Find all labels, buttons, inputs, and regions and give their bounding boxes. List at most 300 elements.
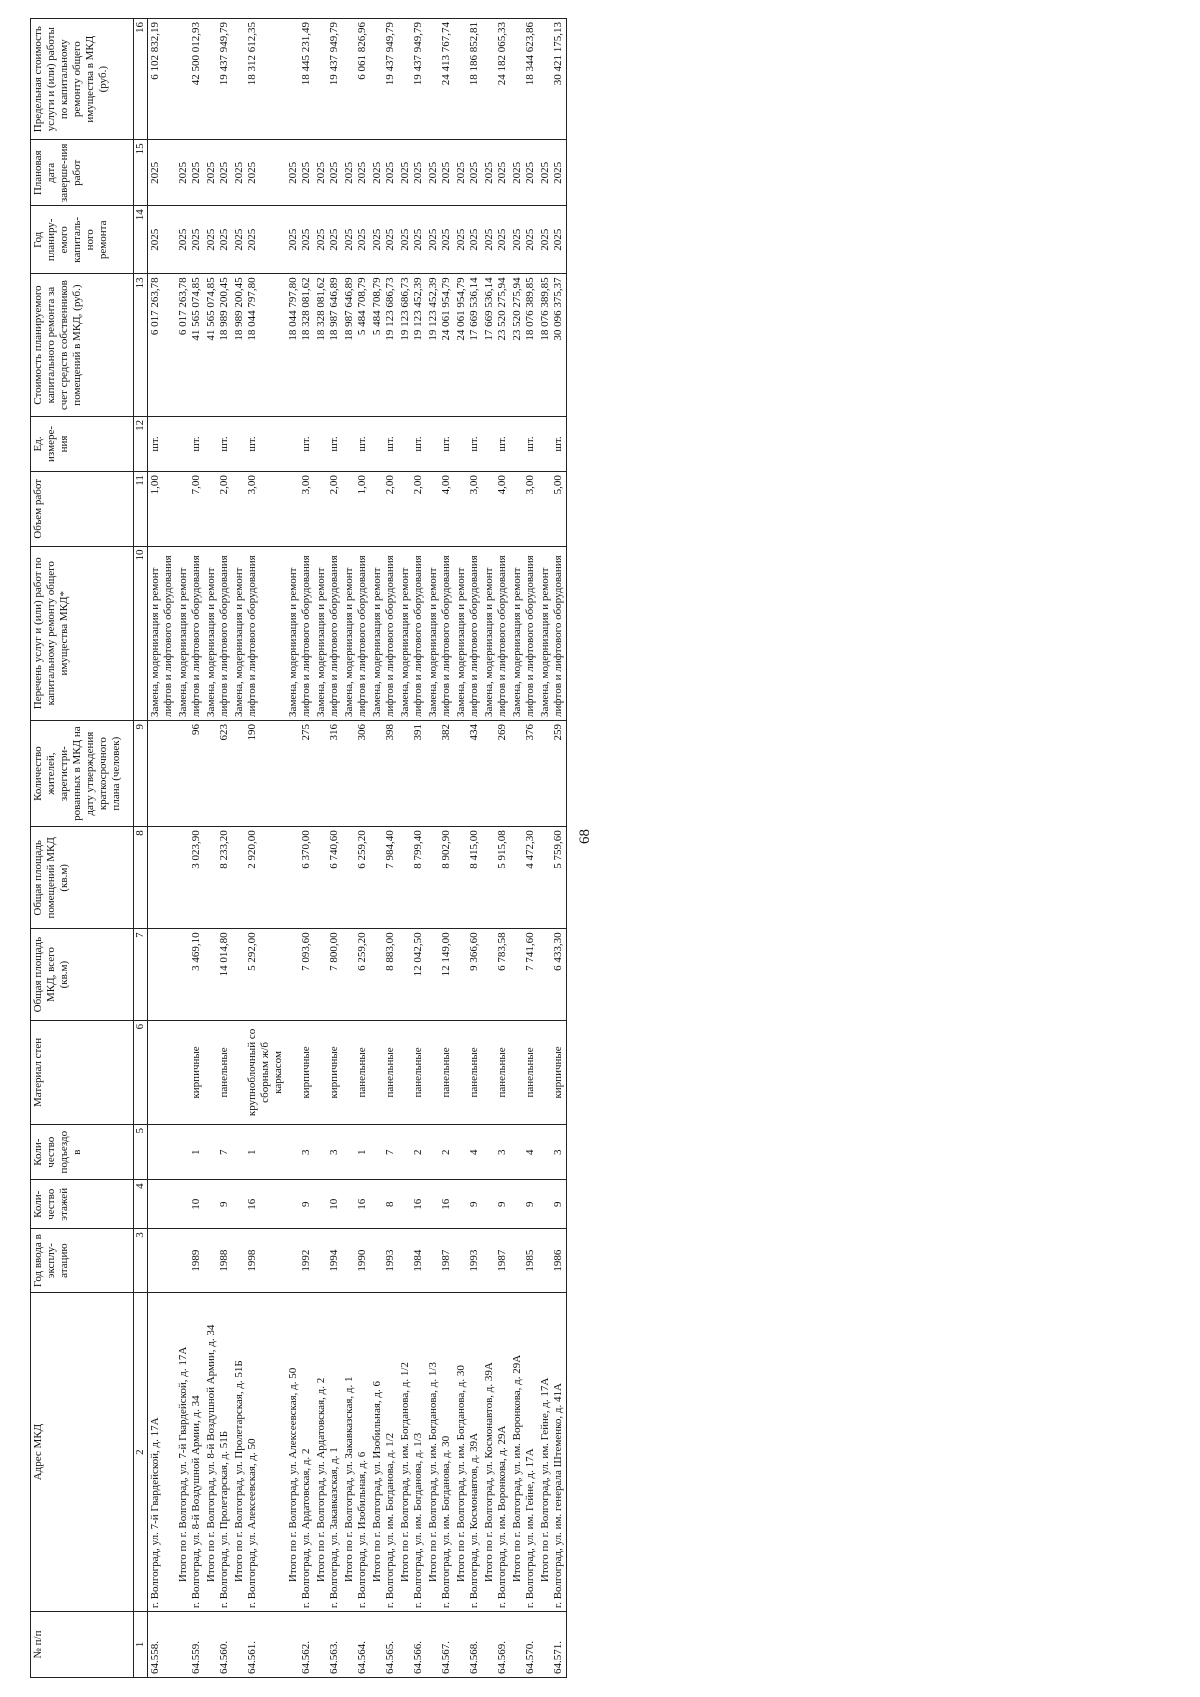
works-cell — [482, 546, 510, 720]
unit-cell — [148, 416, 177, 471]
walls-cell — [342, 1020, 370, 1124]
walls-cell — [538, 1020, 567, 1124]
spacer — [343, 22, 356, 136]
address-cell — [204, 1293, 232, 1612]
spacer — [315, 420, 328, 468]
unit-cell — [342, 416, 370, 471]
spacer — [427, 1232, 440, 1289]
limit-cell — [398, 19, 426, 140]
residents-cell — [342, 720, 370, 826]
total-label: Итого по г. Волгоград, ул. Космонавтов, д. 39А — [483, 1362, 495, 1583]
unit: шт. — [149, 436, 161, 452]
row-number-cell — [286, 1612, 314, 1678]
unit-cell — [176, 416, 204, 471]
entrances-cell — [482, 1125, 510, 1180]
volume: 3,00 — [300, 475, 312, 495]
walls-cell — [370, 1020, 398, 1124]
spacer — [511, 1232, 524, 1289]
area-total-cell — [426, 929, 454, 1020]
spacer — [455, 830, 468, 925]
row-number-cell — [314, 1612, 342, 1678]
entrances-cell — [314, 1125, 342, 1180]
residents-cell — [176, 720, 204, 826]
column-number-cell: 14 — [134, 206, 148, 274]
year-cell — [454, 1229, 482, 1293]
entrances-cell — [370, 1125, 398, 1180]
spacer — [483, 1615, 496, 1674]
residents: 316 — [328, 723, 340, 741]
end-date-cell — [204, 140, 232, 206]
end-date-cell — [148, 140, 177, 206]
cost-total: 19 123 686,73 — [399, 277, 411, 341]
spacer — [233, 1183, 246, 1225]
plan-year: 2025 — [356, 228, 368, 251]
limit: 42 500 012,93 — [190, 22, 202, 86]
area-total: 7 800,00 — [328, 932, 340, 971]
entrances: 2 — [440, 1149, 452, 1155]
plan-year-total: 2025 — [511, 228, 523, 251]
spacer — [511, 932, 524, 1016]
spacer — [205, 1128, 218, 1176]
limit-cell — [232, 19, 286, 140]
walls-cell — [286, 1020, 314, 1124]
header-number: № п/п — [31, 1612, 134, 1678]
volume: 2,00 — [218, 475, 230, 495]
header-limit: Предельная стоимость услуги и (или) работы по капитальному ремонту общего имущества в МКД (руб.) — [31, 19, 134, 140]
address: г. Волгоград, ул. Ардатовская, д. 2 — [300, 1448, 312, 1609]
spacer — [371, 724, 384, 823]
column-number-cell: 16 — [134, 19, 148, 140]
area-rooms-cell — [370, 827, 398, 929]
end-date-cell — [482, 140, 510, 206]
plan-year-cell — [538, 206, 567, 274]
column-number-cell: 7 — [134, 929, 148, 1020]
residents-cell — [286, 720, 314, 826]
area-total-cell — [510, 929, 538, 1020]
residents: 306 — [356, 723, 368, 741]
volume: 2,00 — [384, 475, 396, 495]
end-date: 2025 — [190, 161, 202, 184]
spacer — [343, 1232, 356, 1289]
spacer — [343, 724, 356, 823]
floors-cell — [482, 1180, 510, 1229]
end-date: 2025 — [300, 161, 312, 184]
spacer — [315, 830, 328, 925]
residents-cell — [482, 720, 510, 826]
volume-cell — [482, 472, 510, 546]
area-total-cell — [398, 929, 426, 1020]
cost-cell — [426, 274, 454, 417]
year-cell — [426, 1229, 454, 1293]
row-number: 64.567. — [440, 1641, 452, 1674]
spacer — [287, 1232, 300, 1289]
walls-cell — [454, 1020, 482, 1124]
end-date: 2025 — [384, 161, 396, 184]
entrances: 2 — [412, 1149, 424, 1155]
end-date-total: 2025 — [287, 161, 299, 184]
cost-cell — [454, 274, 482, 417]
unit-cell — [426, 416, 454, 471]
spacer — [483, 1232, 496, 1289]
spacer — [287, 1615, 300, 1674]
header-residents: Количество жителей, зарегистри-рованных в МКД на дату утверждения краткосрочного плана (человек) — [31, 720, 134, 826]
spacer — [427, 932, 440, 1016]
spacer — [483, 475, 496, 542]
spacer — [205, 475, 218, 542]
entrances-cell — [510, 1125, 538, 1180]
area-total-cell — [342, 929, 370, 1020]
spacer — [455, 22, 468, 136]
row-number: 64.568. — [468, 1641, 480, 1674]
residents: 96 — [190, 723, 202, 735]
works: Замена, модернизация и ремонт лифтов и лифтового оборудования — [455, 555, 480, 717]
area-total-cell — [370, 929, 398, 1020]
column-number-cell: 5 — [134, 1125, 148, 1180]
table-row — [538, 19, 567, 1678]
spacer — [287, 830, 300, 925]
end-date-total: 2025 — [483, 161, 495, 184]
spacer — [343, 475, 356, 542]
spacer — [539, 1183, 552, 1225]
works: Замена, модернизация и ремонт лифтов и лифтового оборудования — [399, 555, 424, 717]
spacer — [371, 932, 384, 1016]
entrances: 7 — [384, 1149, 396, 1155]
spacer — [511, 1615, 524, 1674]
volume: 3,00 — [246, 475, 258, 495]
year-cell — [342, 1229, 370, 1293]
cost: 30 096 375,37 — [552, 277, 564, 341]
spacer — [539, 1232, 552, 1289]
spacer — [205, 22, 218, 136]
total-label: Итого по г. Волгоград, ул. Изобильная, д. 6 — [371, 1381, 383, 1583]
spacer — [287, 1128, 300, 1176]
address-cell — [342, 1293, 370, 1612]
row-number-cell — [176, 1612, 204, 1678]
volume-cell — [370, 472, 398, 546]
area-rooms: 6 370,00 — [300, 830, 312, 869]
limit: 24 182 065,33 — [496, 22, 508, 86]
year-cell — [176, 1229, 204, 1293]
cost-cell — [232, 274, 286, 417]
walls-cell — [204, 1020, 232, 1124]
spacer — [371, 1024, 384, 1121]
floors-cell — [204, 1180, 232, 1229]
cost-total: 41 565 074,85 — [205, 277, 217, 341]
area-total: 9 366,60 — [468, 932, 480, 971]
cost-total: 18 989 200,45 — [233, 277, 245, 341]
entrances-cell — [342, 1125, 370, 1180]
address: г. Волгоград, ул. им. Воронкова, д. 29А — [496, 1425, 508, 1609]
cost-total: 18 328 081,62 — [315, 277, 327, 341]
address: г. Волгоград, ул. Пролетарская, д. 51Б — [218, 1430, 230, 1609]
total-label: Итого по г. Волгоград, ул. 7-й Гвардейской, д. 17А — [177, 1346, 189, 1583]
spacer — [233, 1128, 246, 1176]
end-date-cell — [426, 140, 454, 206]
spacer — [483, 1024, 496, 1121]
plan-year: 2025 — [552, 228, 564, 251]
walls: панельные — [440, 1047, 452, 1098]
entrances: 1 — [356, 1149, 368, 1155]
spacer — [399, 1024, 412, 1121]
spacer — [315, 1128, 328, 1176]
plan-year: 2025 — [496, 228, 508, 251]
end-date: 2025 — [468, 161, 480, 184]
works: Замена, модернизация и ремонт лифтов и лифтового оборудования — [149, 555, 174, 717]
table-row — [482, 19, 510, 1678]
floors: 8 — [384, 1201, 396, 1208]
unit: шт. — [524, 436, 536, 452]
table-row — [314, 19, 342, 1678]
unit: шт. — [412, 436, 424, 452]
end-date-cell — [370, 140, 398, 206]
area-total: 5 292,00 — [246, 932, 258, 971]
address-cell — [176, 1293, 204, 1612]
header-plan-year: Год планиру-емого капиталь-ного ремонта — [31, 206, 134, 274]
spacer — [427, 1183, 440, 1225]
row-number: 64.563. — [328, 1641, 340, 1674]
spacer — [539, 932, 552, 1016]
area-rooms-cell — [538, 827, 567, 929]
area-total-cell — [538, 929, 567, 1020]
limit-cell — [538, 19, 567, 140]
end-date-total: 2025 — [539, 161, 551, 184]
header-address: Адрес МКД — [31, 1293, 134, 1612]
spacer — [511, 1024, 524, 1121]
spacer — [511, 420, 524, 468]
end-date: 2025 — [552, 161, 564, 184]
area-total-cell — [482, 929, 510, 1020]
column-number-cell: 8 — [134, 827, 148, 929]
column-number-cell: 4 — [134, 1180, 148, 1229]
residents: 623 — [218, 723, 230, 741]
plan-year-total: 2025 — [399, 228, 411, 251]
area-total-cell — [232, 929, 286, 1020]
column-number-cell: 13 — [134, 274, 148, 417]
volume: 4,00 — [440, 475, 452, 495]
spacer — [315, 475, 328, 542]
spacer — [315, 1615, 328, 1674]
address: г. Волгоград, ул. 7-й Гвардейской, д. 17А — [149, 1417, 161, 1609]
year: 1993 — [384, 1249, 396, 1272]
area-rooms: 7 984,40 — [384, 830, 396, 869]
table-row — [286, 19, 314, 1678]
plan-year-cell — [510, 206, 538, 274]
spacer — [399, 420, 412, 468]
unit-cell — [482, 416, 510, 471]
spacer — [511, 724, 524, 823]
spacer — [177, 1183, 190, 1225]
end-date-total: 2025 — [205, 161, 217, 184]
spacer — [483, 932, 496, 1016]
spacer — [343, 1183, 356, 1225]
floors: 9 — [218, 1201, 230, 1208]
plan-year-total: 2025 — [315, 228, 327, 251]
spacer — [177, 724, 190, 823]
plan-year-cell — [426, 206, 454, 274]
address: г. Волгоград, ул. 8-й Воздушной Армии, д. 34 — [190, 1395, 202, 1609]
cost-cell — [370, 274, 398, 417]
volume: 1,00 — [356, 475, 368, 495]
header-year: Год ввода в эксплу-атацию — [31, 1229, 134, 1293]
spacer — [483, 22, 496, 136]
year: 1987 — [440, 1249, 452, 1272]
cost: 17 669 536,14 — [468, 277, 480, 341]
floors-cell — [176, 1180, 204, 1229]
cost-total: 5 484 708,79 — [371, 277, 383, 336]
limit-cell — [286, 19, 314, 140]
address-cell — [398, 1293, 426, 1612]
area-total: 8 883,00 — [384, 932, 396, 971]
unit: шт. — [300, 436, 312, 452]
cost: 18 987 646,89 — [328, 277, 340, 341]
floors: 9 — [300, 1201, 312, 1208]
row-number: 64.571. — [552, 1641, 564, 1674]
walls: кирпичные — [300, 1046, 312, 1099]
unit-cell — [510, 416, 538, 471]
residents: 434 — [468, 723, 480, 741]
row-number-cell — [510, 1612, 538, 1678]
floors: 9 — [468, 1201, 480, 1208]
row-number: 64.561. — [246, 1641, 258, 1674]
row-number-cell — [538, 1612, 567, 1678]
entrances-cell — [148, 1125, 177, 1180]
spacer — [455, 724, 468, 823]
address-cell — [454, 1293, 482, 1612]
row-number-cell — [482, 1612, 510, 1678]
area-rooms-cell — [454, 827, 482, 929]
spacer — [205, 932, 218, 1016]
floors-cell — [370, 1180, 398, 1229]
year: 1985 — [524, 1249, 536, 1272]
spacer — [455, 1183, 468, 1225]
end-date-cell — [232, 140, 286, 206]
total-label: Итого по г. Волгоград, ул. им. Богданова, д. 1/2 — [399, 1362, 411, 1583]
cost-cell — [176, 274, 204, 417]
area-rooms: 8 902,90 — [440, 830, 452, 869]
spacer — [233, 1615, 246, 1674]
year: 1990 — [356, 1249, 368, 1272]
entrances-cell — [204, 1125, 232, 1180]
area-rooms: 8 415,00 — [468, 830, 480, 869]
spacer — [371, 1128, 384, 1176]
header-cost: Стоимость планируемого капитального ремонта за счет средств собственников помещений в МКД, (руб.) — [31, 274, 134, 417]
cost: 18 044 797,80 — [246, 277, 258, 341]
year-cell — [314, 1229, 342, 1293]
total-label: Итого по г. Волгоград, ул. Закавказская, д. 1 — [343, 1376, 355, 1583]
column-number-cell: 11 — [134, 472, 148, 546]
area-rooms-cell — [314, 827, 342, 929]
area-rooms-cell — [286, 827, 314, 929]
plan-year-total: 2025 — [455, 228, 467, 251]
total-label: Итого по г. Волгоград, ул. им. Богданова, д. 1/3 — [427, 1362, 439, 1583]
limit-cell — [342, 19, 370, 140]
area-rooms: 5 915,08 — [496, 830, 508, 869]
residents-cell — [232, 720, 286, 826]
works: Замена, модернизация и ремонт лифтов и лифтового оборудования — [371, 555, 396, 717]
cost: 6 017 263,78 — [149, 277, 161, 336]
walls-cell — [426, 1020, 454, 1124]
end-date-cell — [538, 140, 567, 206]
walls: кирпичные — [190, 1046, 202, 1099]
year: 1989 — [190, 1249, 202, 1272]
table-row — [510, 19, 538, 1678]
spacer — [399, 475, 412, 542]
cost-total: 17 669 536,14 — [483, 277, 495, 341]
spacer — [233, 724, 246, 823]
works-cell — [370, 546, 398, 720]
area-rooms: 8 799,40 — [412, 830, 424, 869]
plan-year-total: 2025 — [371, 228, 383, 251]
works: Замена, модернизация и ремонт лифтов и лифтового оборудования — [427, 555, 452, 717]
spacer — [177, 1615, 190, 1674]
area-rooms: 3 023,90 — [190, 830, 202, 869]
limit: 19 437 949,79 — [218, 22, 230, 86]
area-rooms-cell — [482, 827, 510, 929]
plan-year-cell — [176, 206, 204, 274]
spacer — [371, 420, 384, 468]
residents-cell — [426, 720, 454, 826]
walls: крупноблочный со сборным ж/б каркасом — [246, 1028, 284, 1117]
spacer — [539, 22, 552, 136]
column-number-cell: 2 — [134, 1293, 148, 1612]
total-label: Итого по г. Волгоград, ул. им. Богданова, д. 30 — [455, 1365, 467, 1583]
spacer — [455, 1232, 468, 1289]
table-row — [148, 19, 177, 1678]
unit: шт. — [552, 436, 564, 452]
spacer — [427, 1615, 440, 1674]
row-number: 64.560. — [218, 1641, 230, 1674]
row-number-cell — [204, 1612, 232, 1678]
spacer — [399, 22, 412, 136]
plan-year-cell — [204, 206, 232, 274]
cost-cell — [482, 274, 510, 417]
column-number-row — [134, 19, 148, 1678]
year: 1994 — [328, 1249, 340, 1272]
works: Замена, модернизация и ремонт лифтов и лифтового оборудования — [511, 555, 536, 717]
unit: шт. — [468, 436, 480, 452]
total-label: Итого по г. Волгоград, ул. им. Гейне, д. 17А — [539, 1377, 551, 1583]
unit: шт. — [218, 436, 230, 452]
area-total-cell — [204, 929, 232, 1020]
unit-cell — [204, 416, 232, 471]
limit: 18 186 852,81 — [468, 22, 480, 86]
volume: 4,00 — [496, 475, 508, 495]
repair-plan-table — [30, 18, 567, 1678]
address: г. Волгоград, ул. им. Богданова, д. 1/2 — [384, 1432, 396, 1609]
cost-cell — [398, 274, 426, 417]
cost-cell — [510, 274, 538, 417]
spacer — [287, 22, 300, 136]
area-total-cell — [286, 929, 314, 1020]
table-header-row — [31, 19, 134, 1678]
spacer — [343, 1024, 356, 1121]
spacer — [399, 724, 412, 823]
limit: 18 445 231,49 — [300, 22, 312, 86]
address: г. Волгоград, ул. Космонавтов, д. 39А — [468, 1432, 480, 1609]
total-label: Итого по г. Волгоград, ул. Алексеевская, д. 50 — [287, 1367, 299, 1583]
residents-cell — [204, 720, 232, 826]
spacer — [539, 420, 552, 468]
floors: 9 — [524, 1201, 536, 1208]
limit-cell — [426, 19, 454, 140]
header-area-rooms: Общая площадь помещений МКД (кв.м) — [31, 827, 134, 929]
volume: 1,00 — [149, 475, 161, 495]
limit-cell — [314, 19, 342, 140]
spacer — [483, 830, 496, 925]
year-cell — [538, 1229, 567, 1293]
spacer — [427, 724, 440, 823]
cost-cell — [204, 274, 232, 417]
